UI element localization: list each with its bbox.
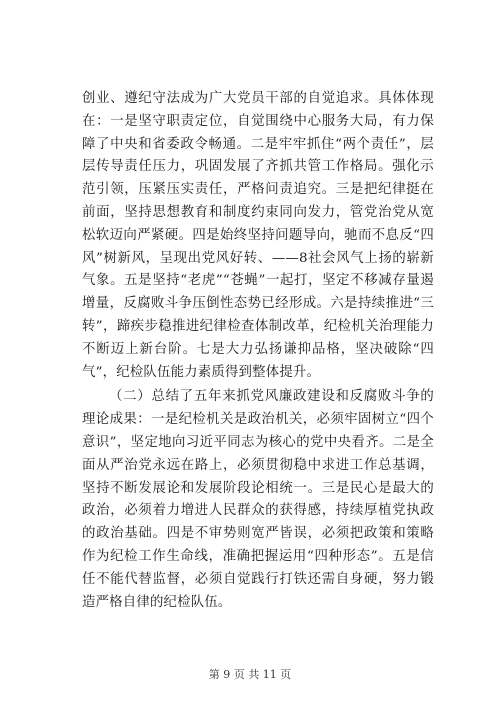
paragraph-1: 创业、遵纪守法成为广大党员干部的自觉追求。具体体现在：一是坚守职责定位，自觉围绕中心服务大局，有力保障了中央和省委政令畅通。二是牢牢抓住“两个责任”，层层传导责任压力，巩固发展了齐抓共管工作格局。强化示范引领，压紧压实责任，严格问责追究。三是把纪律挺在前面，坚持思想教育和制度约束同向发力，管党治党从宽松软迈向严紧硬。四是始终坚持问题导向，驰而不息反“四风”树新风，呈现出党风好转、——8社会风气上扬的崭新气象。五是坚持“老虎”“苍蝇”一起打，坚定不移减存量遏增量，反腐败斗争压倒性态势已经形成。六是持续推进“三转”，蹄疾步稳推进纪律检查体制改革，纪检机关治理能力不断迈上新台阶。七是大力弘扬谦抑品格，坚决破除“四气”，纪检队伍能力素质得到整体提升。 <box>82 91 434 380</box>
body-text <box>82 88 434 616</box>
page-footer: 第 9 页 共 11 页 <box>208 668 292 681</box>
paragraph-2: （二）总结了五年来抓党风廉政建设和反腐败斗争的理论成果：一是纪检机关是政治机关，必须牢固树立“四个意识”，坚定地向习近平同志为核心的党中央看齐。二是全面从严治党永远在路上，必须贯彻稳中求进工作总基调，坚持不断发展论和发展阶段论相统一。三是民心是最大的政治，必须着力增进人民群众的获得感，持续厚植党执政的政治基础。四是不审势则宽严皆误，必须把政策和策略作为纪检工作生命线，准确把握运用“四种形态”。五是信任不能代替监督，必须自觉践行打铁还需自身硬，努力锻造严格自律的纪检队伍。 <box>82 389 434 610</box>
